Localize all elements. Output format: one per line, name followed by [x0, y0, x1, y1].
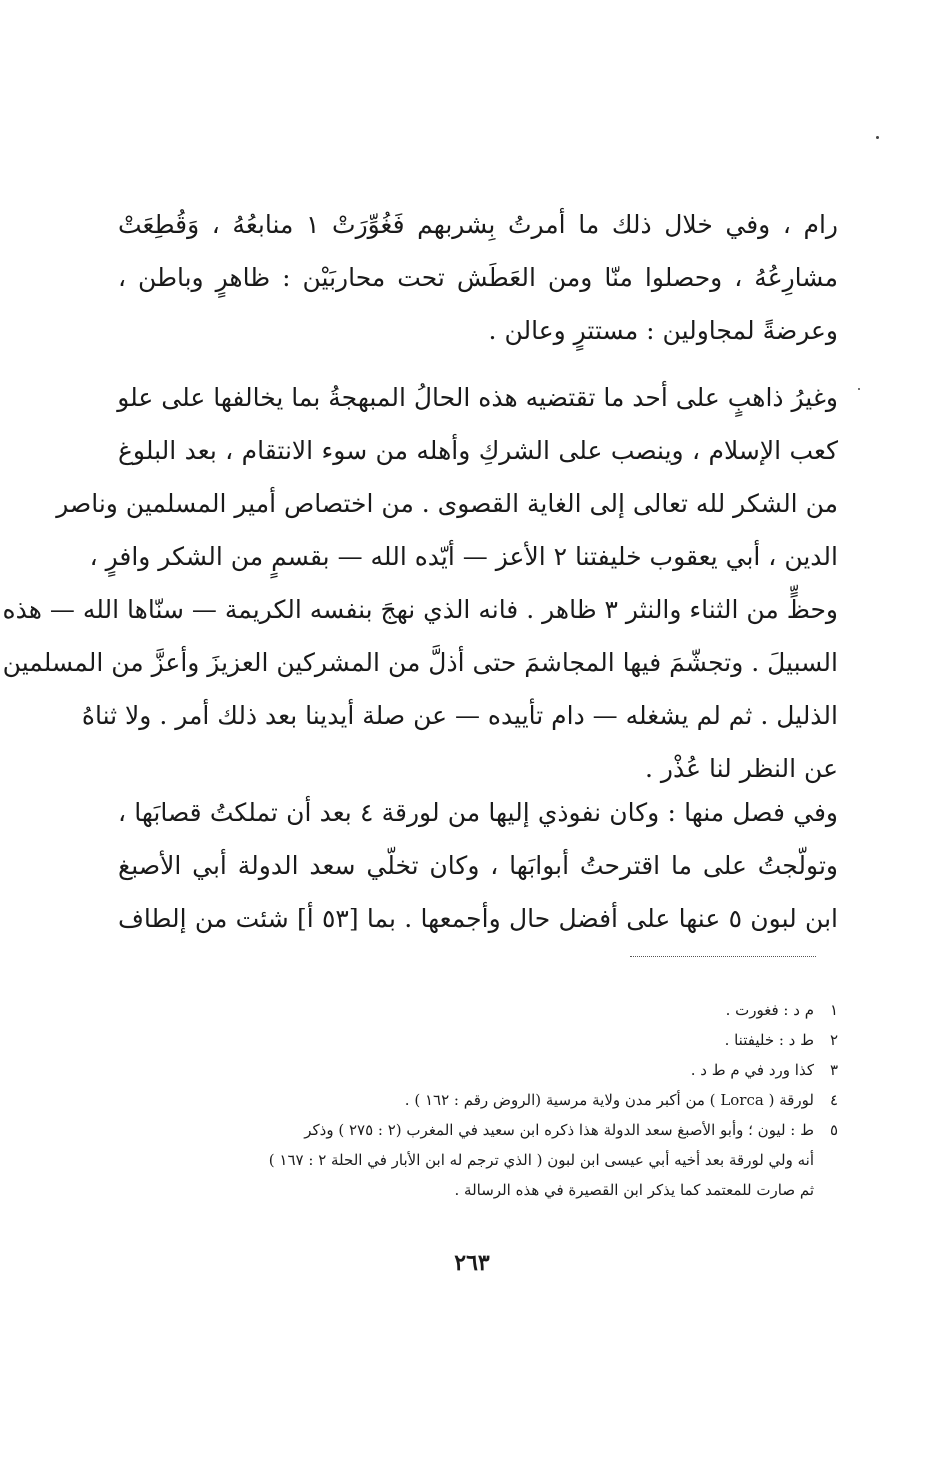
footnote-text: ط : ليون ؛ وأبو الأصبغ سعد الدولة هذا ذكره ابن سعيد في المغرب (٢ : ٢٧٥ ) وذكر [304, 1121, 814, 1139]
text-line: الدين ، أبي يعقوب خليفتنا ٢ الأعز — أيّده الله — بقسمٍ من الشكر وافرٍ ، [89, 542, 838, 571]
footnote-number: ١ [829, 1001, 838, 1019]
text-line: من الشكر لله تعالى إلى الغاية القصوى . من اختصاص أمير المسلمين وناصر [56, 489, 838, 518]
text-line: وحظٍّ من الثناء والنثر ٣ ظاهر . فانه الذي نهجَ بنفسه الكريمة — سنّاها الله — هذه [2, 595, 838, 624]
text-line: وعرضةً لمجاولين : مستترٍ وعالن . [488, 316, 838, 345]
text-line: عن النظر لنا عُذْر . [645, 754, 838, 783]
scan-speck [858, 388, 860, 390]
footnote-number: ٣ [829, 1061, 838, 1079]
text-line: ابن لبون ٥ عنها على أفضل حال وأجمعها . بما [٥٣ أ] شئت من إلطاف [118, 904, 838, 933]
footnote-5-continued: أنه ولي لورقة بعد أخيه أبي عيسى ابن لبون ( الذي ترجم له ابن الأبار في الحلة ٢ : ١٦٧ ) [268, 1151, 814, 1169]
text-line: السبيلَ . وتجشّمَ فيها المجاشمَ حتى أذلَّ من المشركين العزيزَ وأعزَّ من المسلمين [2, 648, 838, 677]
footnote-5-continued: ثم صارت للمعتمد كما يذكر ابن القصيرة في هذه الرسالة . [454, 1181, 814, 1199]
footnote-text: لورقة ( Lorca ) من أكبر مدن ولاية مرسية (الروض رقم : ١٦٢ ) . [404, 1091, 814, 1109]
footnote-text: م د : فغورت . [725, 1001, 814, 1019]
footnote-5 [118, 1115, 838, 1145]
text-line: الذليل . ثم لم يشغله — دام تأييده — عن صلة أيدينا بعد ذلك أمر . ولا ثناهُ [81, 701, 838, 730]
footnote-separator [630, 956, 816, 957]
text-line: رام ، وفي خلال ذلك ما أمرتُ بِشربهم فَغُوِّرَتْ ١ منابعُهُ ، وَقُطِعَتْ [118, 210, 839, 239]
scan-speck [876, 136, 879, 139]
footnote-number: ٢ [829, 1031, 838, 1049]
text-line: مشارِعُهُ ، وحصلوا منّا ومن العَطَش تحت محاربَيْن : ظاهرٍ وباطن ، [118, 263, 838, 292]
text-line: وتولّجتُ على ما اقترحتُ أبوابَها ، وكان تخلّي سعد الدولة أبي الأصبغ [118, 851, 838, 880]
text-line: كعب الإسلام ، وينصب على الشركِ وأهله من سوء الانتقام ، بعد البلوغ [118, 436, 838, 465]
paragraph-1 [118, 198, 838, 357]
page-number: ٢٦٣ [454, 1250, 490, 1276]
footnote-2 [118, 1025, 838, 1055]
footnote-1 [118, 995, 838, 1025]
footnote-number: ٤ [829, 1091, 838, 1109]
text-line: وغيرُ ذاهبٍ على أحد ما تقتضيه هذه الحالُ المبهجةُ بما يخالفها على علو [117, 383, 838, 412]
footnote-text: كذا ورد في م ط د . [690, 1061, 814, 1079]
footnote-4 [118, 1085, 838, 1115]
footnote-number: ٥ [829, 1121, 838, 1139]
footnote-3 [118, 1055, 838, 1085]
text-line: وفي فصل منها : وكان نفوذي إليها من لورقة ٤ بعد أن تملكتُ قصابَها ، [118, 798, 838, 827]
paragraph-2 [2, 371, 838, 795]
footnote-text: ط د : خليفتنا . [724, 1031, 814, 1049]
footnotes [118, 995, 838, 1205]
paragraph-3 [118, 786, 838, 945]
